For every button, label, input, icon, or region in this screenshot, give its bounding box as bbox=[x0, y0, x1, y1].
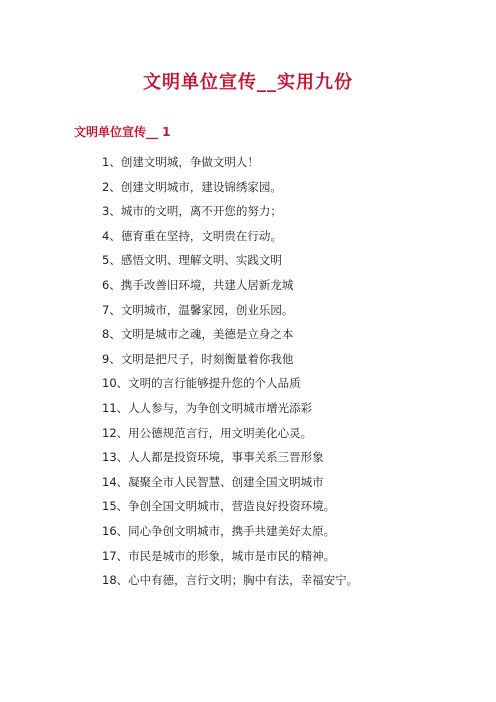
list-item: 13、人人都是投资环境，事事关系三晋形象 bbox=[102, 450, 324, 465]
list-item: 2、创建文明城市，建设锦绣家园。 bbox=[102, 179, 282, 194]
section-heading: 文明单位宣传__ 1 bbox=[74, 125, 171, 139]
list-item: 1、创建文明城，争做文明人！ bbox=[102, 155, 259, 169]
list-item: 18、心中有德，言行文明；胸中有法，幸福安宁。 bbox=[102, 573, 359, 588]
slogan-list bbox=[102, 150, 358, 593]
list-item: 11、人人参与，为争创文明城市增光添彩 bbox=[102, 400, 313, 415]
list-item: 5、感悟文明、理解文明、实践文明 bbox=[102, 253, 282, 268]
list-item: 7、文明城市，温馨家园，创业乐园。 bbox=[102, 302, 294, 317]
list-item: 15、争创全国文明城市，营造良好投资环境。 bbox=[102, 499, 336, 514]
document-title: 文明单位宣传__实用九份 bbox=[143, 72, 353, 93]
list-item: 17、市民是城市的形象，城市是市民的精神。 bbox=[102, 548, 336, 563]
list-item: 16、同心争创文明城市，携手共建美好太原。 bbox=[102, 523, 336, 538]
list-item: 8、文明是城市之魂，美德是立身之本 bbox=[102, 327, 294, 342]
list-item: 12、用公德规范言行，用文明美化心灵。 bbox=[102, 425, 313, 440]
list-item: 10、文明的言行能够提升您的个人品质 bbox=[102, 376, 301, 391]
list-item: 4、德育重在坚持，文明贵在行动。 bbox=[102, 228, 282, 243]
list-item: 6、携手改善旧环境，共建人居新龙城 bbox=[102, 277, 294, 292]
list-item: 9、文明是把尺子，时刻衡量着你我他 bbox=[102, 351, 294, 366]
list-item: 3、城市的文明，离不开您的努力； bbox=[102, 204, 282, 219]
list-item: 14、凝聚全市人民智慧、创建全国文明城市 bbox=[102, 474, 324, 489]
